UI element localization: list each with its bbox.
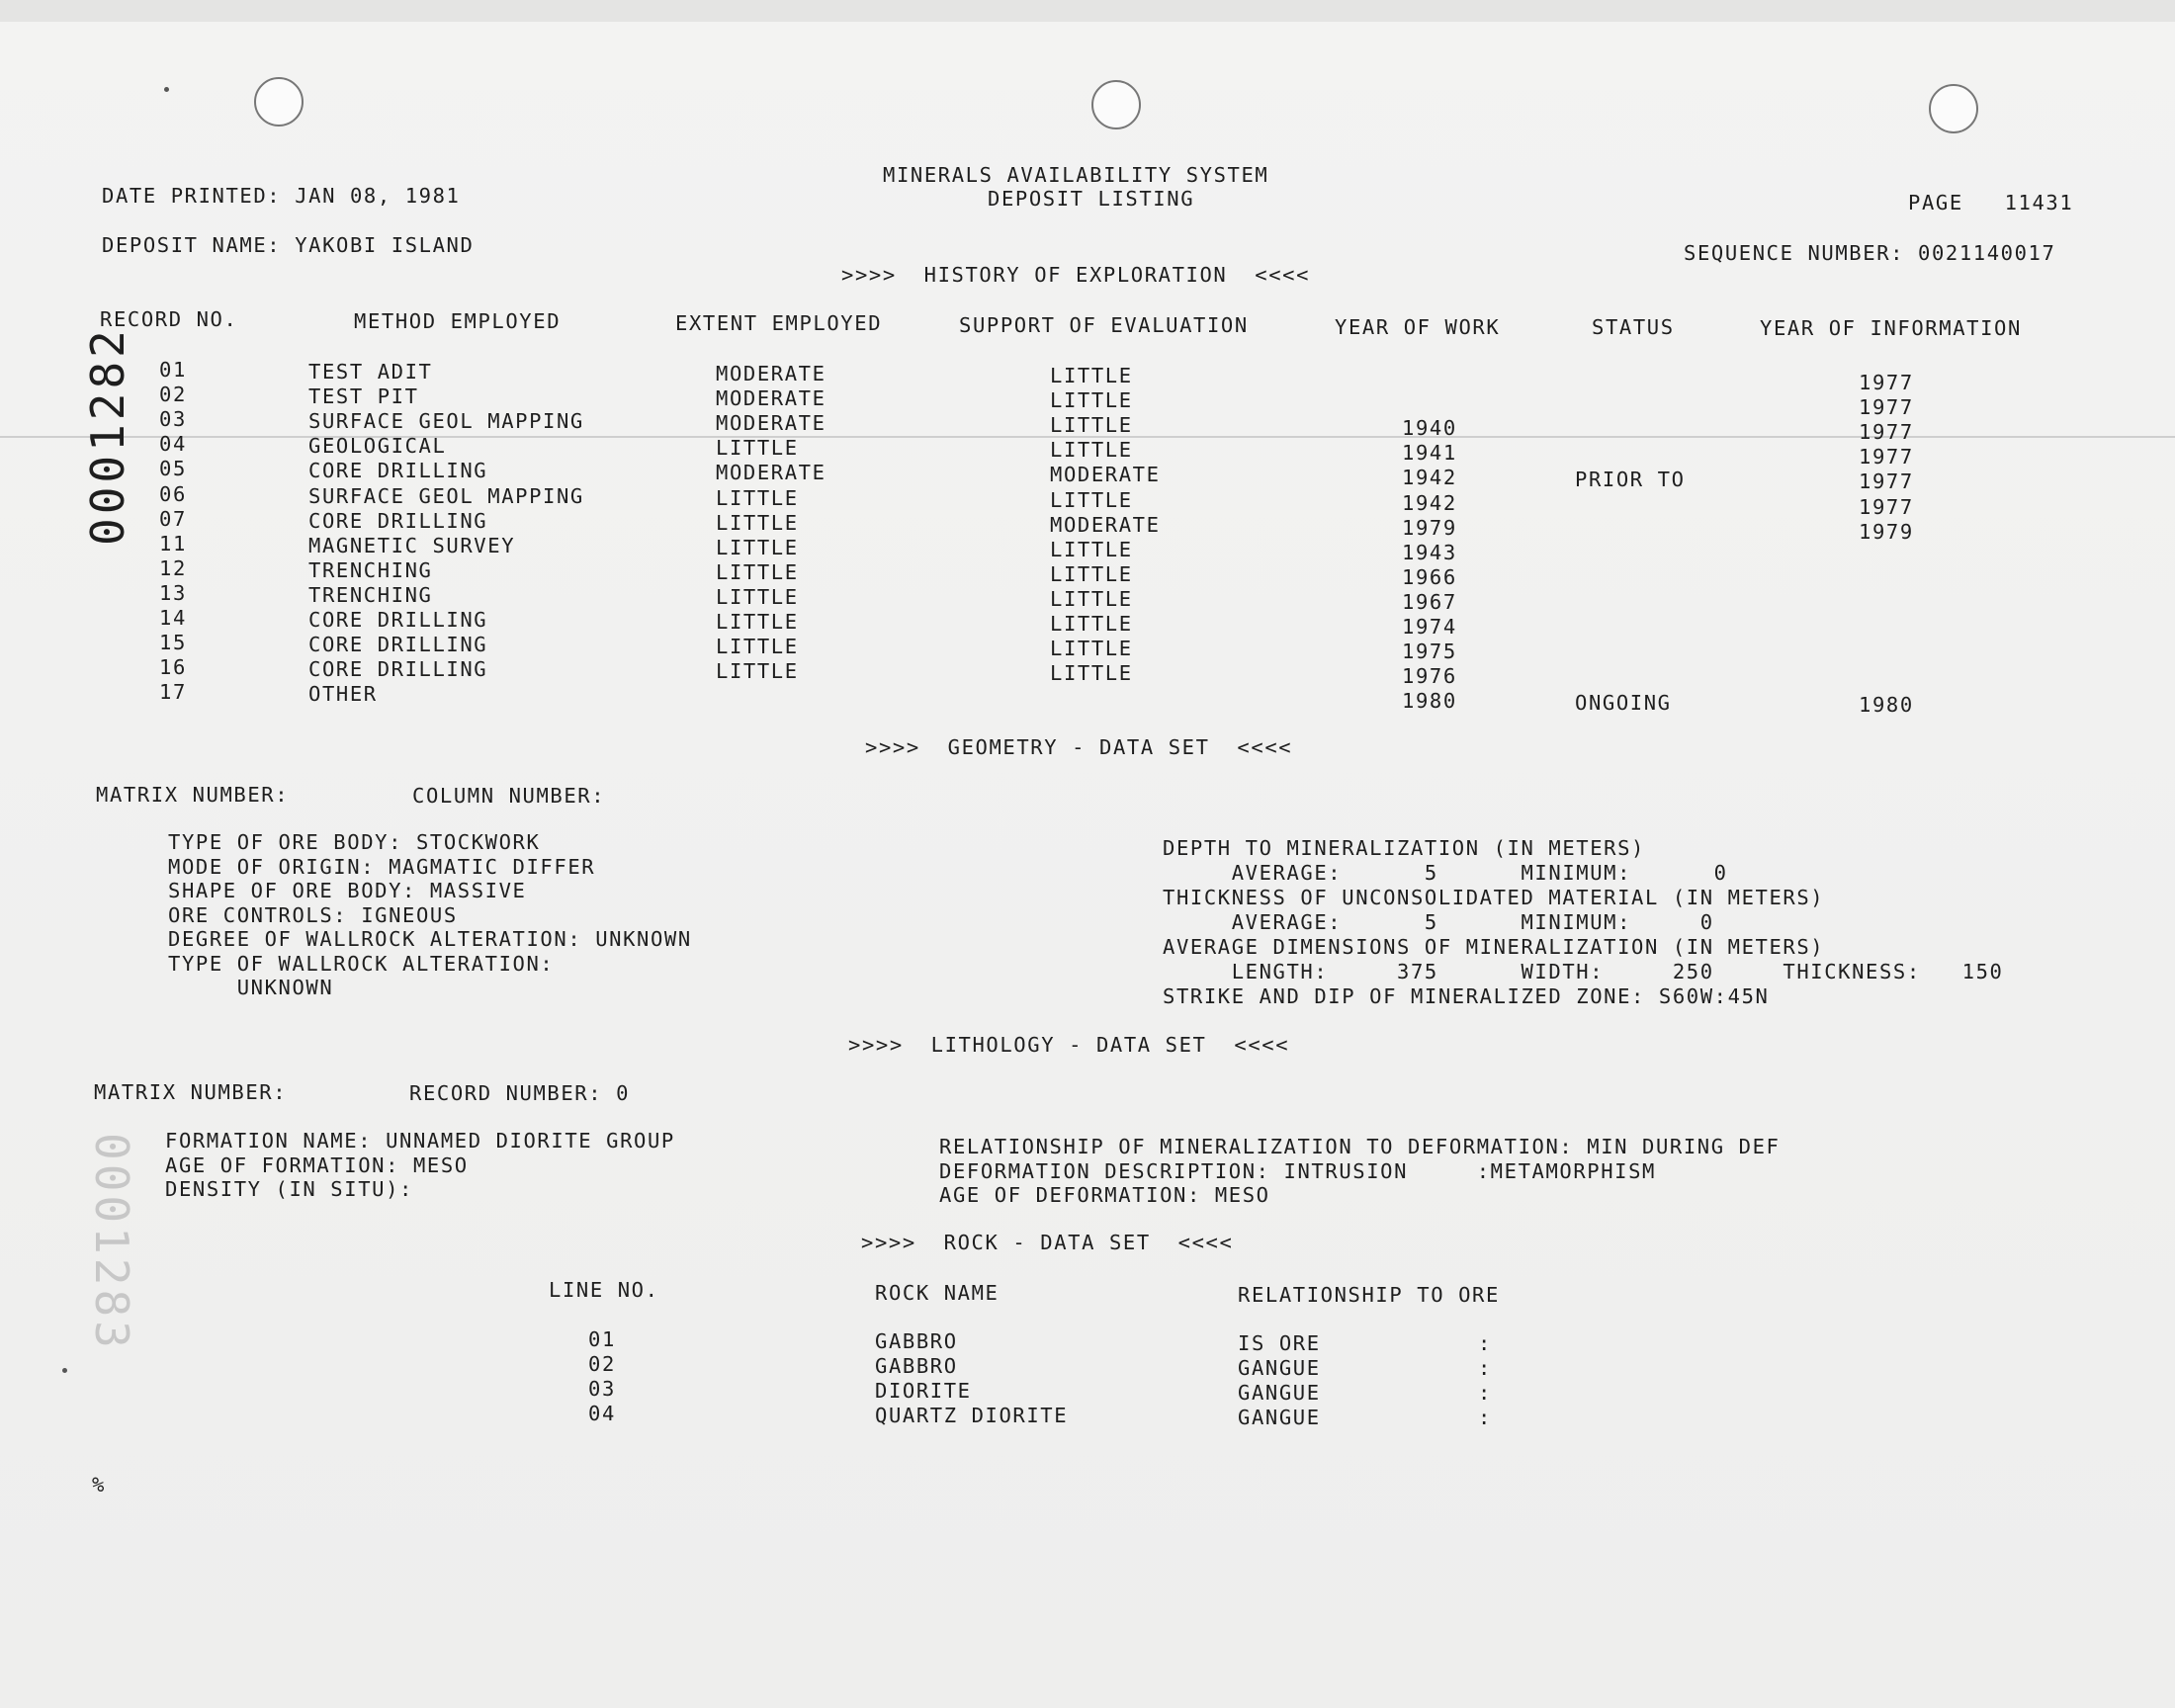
archive-stamp-bottom: 0001283 [85,1133,138,1352]
geometry-field: AVERAGE DIMENSIONS OF MINERALIZATION (IN METERS) [1163,935,1825,959]
report-subtitle: DEPOSIT LISTING [988,187,1195,211]
history-cell-support: LITTLE [1050,587,1133,611]
history-cell-method: CORE DRILLING [308,633,488,656]
history-cell-year: 1940 [1402,416,1457,440]
history-cell-support: LITTLE [1050,562,1133,586]
section-title-lithology: >>>> LITHOLOGY - DATA SET <<<< [848,1033,1290,1057]
column-header: STATUS [1592,315,1675,339]
rock-cell-line: 03 [588,1377,616,1401]
history-cell-extent: MODERATE [716,461,826,484]
history-cell-status: PRIOR TO [1575,468,1686,491]
rock-cell-colon: : [1478,1331,1492,1355]
history-cell-rec: 07 [159,507,187,531]
punch-hole-right [1929,84,1978,133]
history-cell-info: 1977 [1859,445,1914,469]
history-cell-support: LITTLE [1050,538,1133,561]
history-cell-info: 1977 [1859,495,1914,519]
rock-cell-relationship: GANGUE [1238,1381,1321,1405]
history-cell-method: TRENCHING [308,558,433,582]
history-cell-rec: 06 [159,482,187,506]
history-cell-support: LITTLE [1050,438,1133,462]
column-header: YEAR OF WORK [1335,315,1501,339]
history-cell-rec: 11 [159,532,187,555]
history-cell-extent: LITTLE [716,511,799,535]
history-cell-year: 1976 [1402,664,1457,688]
geometry-field: LENGTH: 375 WIDTH: 250 THICKNESS: 150 [1163,960,2004,983]
lithology-field: DEFORMATION DESCRIPTION: INTRUSION :METAMORPHISM [939,1159,1656,1183]
column-header: RECORD NO. [100,307,238,331]
history-cell-info: 1977 [1859,470,1914,493]
column-header: METHOD EMPLOYED [354,309,562,333]
history-cell-method: OTHER [308,682,378,706]
history-cell-method: CORE DRILLING [308,509,488,533]
history-cell-year: 1975 [1402,640,1457,663]
geometry-field: STRIKE AND DIP OF MINERALIZED ZONE: S60W:45N [1163,984,1770,1008]
deposit-name: DEPOSIT NAME: YAKOBI ISLAND [102,233,475,257]
geometry-field: SHAPE OF ORE BODY: MASSIVE [168,879,527,902]
matrix-number: MATRIX NUMBER: [96,783,290,807]
history-cell-extent: LITTLE [716,610,799,634]
column-header: SUPPORT OF EVALUATION [959,313,1249,337]
rock-cell-line: 02 [588,1352,616,1376]
column-header: LINE NO. [549,1278,659,1302]
history-cell-rec: 16 [159,655,187,679]
history-cell-method: SURFACE GEOL MAPPING [308,484,584,508]
page-number: PAGE 11431 [1908,191,2074,214]
geometry-field: MODE OF ORIGIN: MAGMATIC DIFFER [168,855,596,879]
history-cell-info: 1977 [1859,420,1914,444]
archive-stamp-top: 0001282 [81,326,134,546]
geometry-field: THICKNESS OF UNCONSOLIDATED MATERIAL (IN METERS) [1163,886,1825,909]
history-cell-info: 1977 [1859,371,1914,394]
history-cell-extent: LITTLE [716,659,799,683]
history-cell-rec: 03 [159,407,187,431]
history-cell-support: LITTLE [1050,637,1133,660]
geometry-field: UNKNOWN [168,976,334,999]
rock-cell-colon: : [1478,1381,1492,1405]
geometry-field: AVERAGE: 5 MINIMUM: 0 [1163,861,1728,885]
geometry-field: ORE CONTROLS: IGNEOUS [168,903,458,927]
history-cell-extent: MODERATE [716,386,826,410]
history-cell-rec: 02 [159,383,187,406]
section-title-geometry: >>>> GEOMETRY - DATA SET <<<< [865,735,1293,759]
history-cell-method: CORE DRILLING [308,608,488,632]
geometry-field: DEPTH TO MINERALIZATION (IN METERS) [1163,836,1645,860]
history-cell-method: CORE DRILLING [308,459,488,482]
rock-cell-relationship: GANGUE [1238,1406,1321,1429]
column-header: ROCK NAME [875,1281,1000,1305]
history-cell-rec: 01 [159,358,187,382]
history-cell-method: TEST PIT [308,384,419,408]
history-cell-extent: LITTLE [716,635,799,658]
rock-cell-line: 04 [588,1402,616,1425]
history-cell-extent: LITTLE [716,486,799,510]
record-number: RECORD NUMBER: 0 [409,1081,631,1105]
rock-cell-name: DIORITE [875,1379,972,1403]
history-cell-rec: 15 [159,631,187,654]
history-cell-method: SURFACE GEOL MAPPING [308,409,584,433]
history-cell-support: LITTLE [1050,364,1133,387]
history-cell-method: TRENCHING [308,583,433,607]
geometry-field: TYPE OF ORE BODY: STOCKWORK [168,830,541,854]
history-cell-year: 1943 [1402,541,1457,564]
history-cell-support: MODERATE [1050,463,1161,486]
history-cell-year: 1980 [1402,689,1457,713]
history-cell-extent: LITTLE [716,585,799,609]
history-cell-year: 1967 [1402,590,1457,614]
lithology-field: FORMATION NAME: UNNAMED DIORITE GROUP [165,1129,675,1153]
history-cell-status: ONGOING [1575,691,1672,715]
history-cell-info: 1977 [1859,395,1914,419]
history-cell-support: MODERATE [1050,513,1161,537]
scan-edge [0,0,2175,22]
history-cell-rec: 04 [159,432,187,456]
scan-speck [62,1368,67,1373]
rock-cell-relationship: GANGUE [1238,1356,1321,1380]
geometry-field: TYPE OF WALLROCK ALTERATION: [168,952,555,976]
column-header: EXTENT EMPLOYED [675,311,883,335]
lithology-field: AGE OF FORMATION: MESO [165,1153,469,1177]
rock-cell-relationship: IS ORE [1238,1331,1321,1355]
history-cell-rec: 13 [159,581,187,605]
history-cell-rec: 17 [159,680,187,704]
geometry-field: AVERAGE: 5 MINIMUM: 0 [1163,910,1714,934]
history-cell-year: 1941 [1402,441,1457,465]
history-cell-rec: 12 [159,556,187,580]
rock-cell-name: QUARTZ DIORITE [875,1404,1069,1427]
history-cell-support: LITTLE [1050,612,1133,636]
section-title-rock: >>>> ROCK - DATA SET <<<< [861,1231,1234,1254]
history-cell-rec: 05 [159,457,187,480]
rock-cell-line: 01 [588,1327,616,1351]
history-cell-method: CORE DRILLING [308,657,488,681]
column-header: RELATIONSHIP TO ORE [1238,1283,1500,1307]
history-cell-year: 1966 [1402,565,1457,589]
history-cell-year: 1942 [1402,491,1457,515]
footer-mark: % [92,1473,106,1496]
matrix-number: MATRIX NUMBER: [94,1080,288,1104]
geometry-field: DEGREE OF WALLROCK ALTERATION: UNKNOWN [168,927,692,951]
history-cell-extent: LITTLE [716,436,799,460]
history-cell-support: LITTLE [1050,388,1133,412]
history-cell-support: LITTLE [1050,661,1133,685]
punch-hole-center [1091,80,1141,129]
section-title-history: >>>> HISTORY OF EXPLORATION <<<< [841,263,1311,287]
history-cell-year: 1974 [1402,615,1457,639]
column-number: COLUMN NUMBER: [412,784,606,808]
sequence-number: SEQUENCE NUMBER: 0021140017 [1684,241,2056,265]
history-cell-info: 1980 [1859,693,1914,717]
column-header: YEAR OF INFORMATION [1760,316,2022,340]
history-cell-year: 1979 [1402,516,1457,540]
history-cell-extent: LITTLE [716,536,799,559]
history-cell-method: TEST ADIT [308,360,433,384]
punch-hole-left [254,77,304,127]
lithology-field: AGE OF DEFORMATION: MESO [939,1183,1270,1207]
history-cell-extent: MODERATE [716,362,826,385]
history-cell-extent: LITTLE [716,560,799,584]
rock-cell-colon: : [1478,1356,1492,1380]
date-printed: DATE PRINTED: JAN 08, 1981 [102,184,461,208]
scan-speck [164,87,169,92]
history-cell-method: GEOLOGICAL [308,434,447,458]
rock-cell-colon: : [1478,1406,1492,1429]
lithology-field: DENSITY (IN SITU): [165,1177,413,1201]
lithology-field: RELATIONSHIP OF MINERALIZATION TO DEFORMATION: MIN DURING DEF [939,1135,1781,1158]
history-cell-method: MAGNETIC SURVEY [308,534,516,557]
rock-cell-name: GABBRO [875,1329,958,1353]
history-cell-year: 1942 [1402,466,1457,489]
history-cell-rec: 14 [159,606,187,630]
history-cell-info: 1979 [1859,520,1914,544]
history-cell-support: LITTLE [1050,488,1133,512]
rock-cell-name: GABBRO [875,1354,958,1378]
history-cell-extent: MODERATE [716,411,826,435]
history-cell-support: LITTLE [1050,413,1133,437]
report-title: MINERALS AVAILABILITY SYSTEM [883,163,1269,187]
